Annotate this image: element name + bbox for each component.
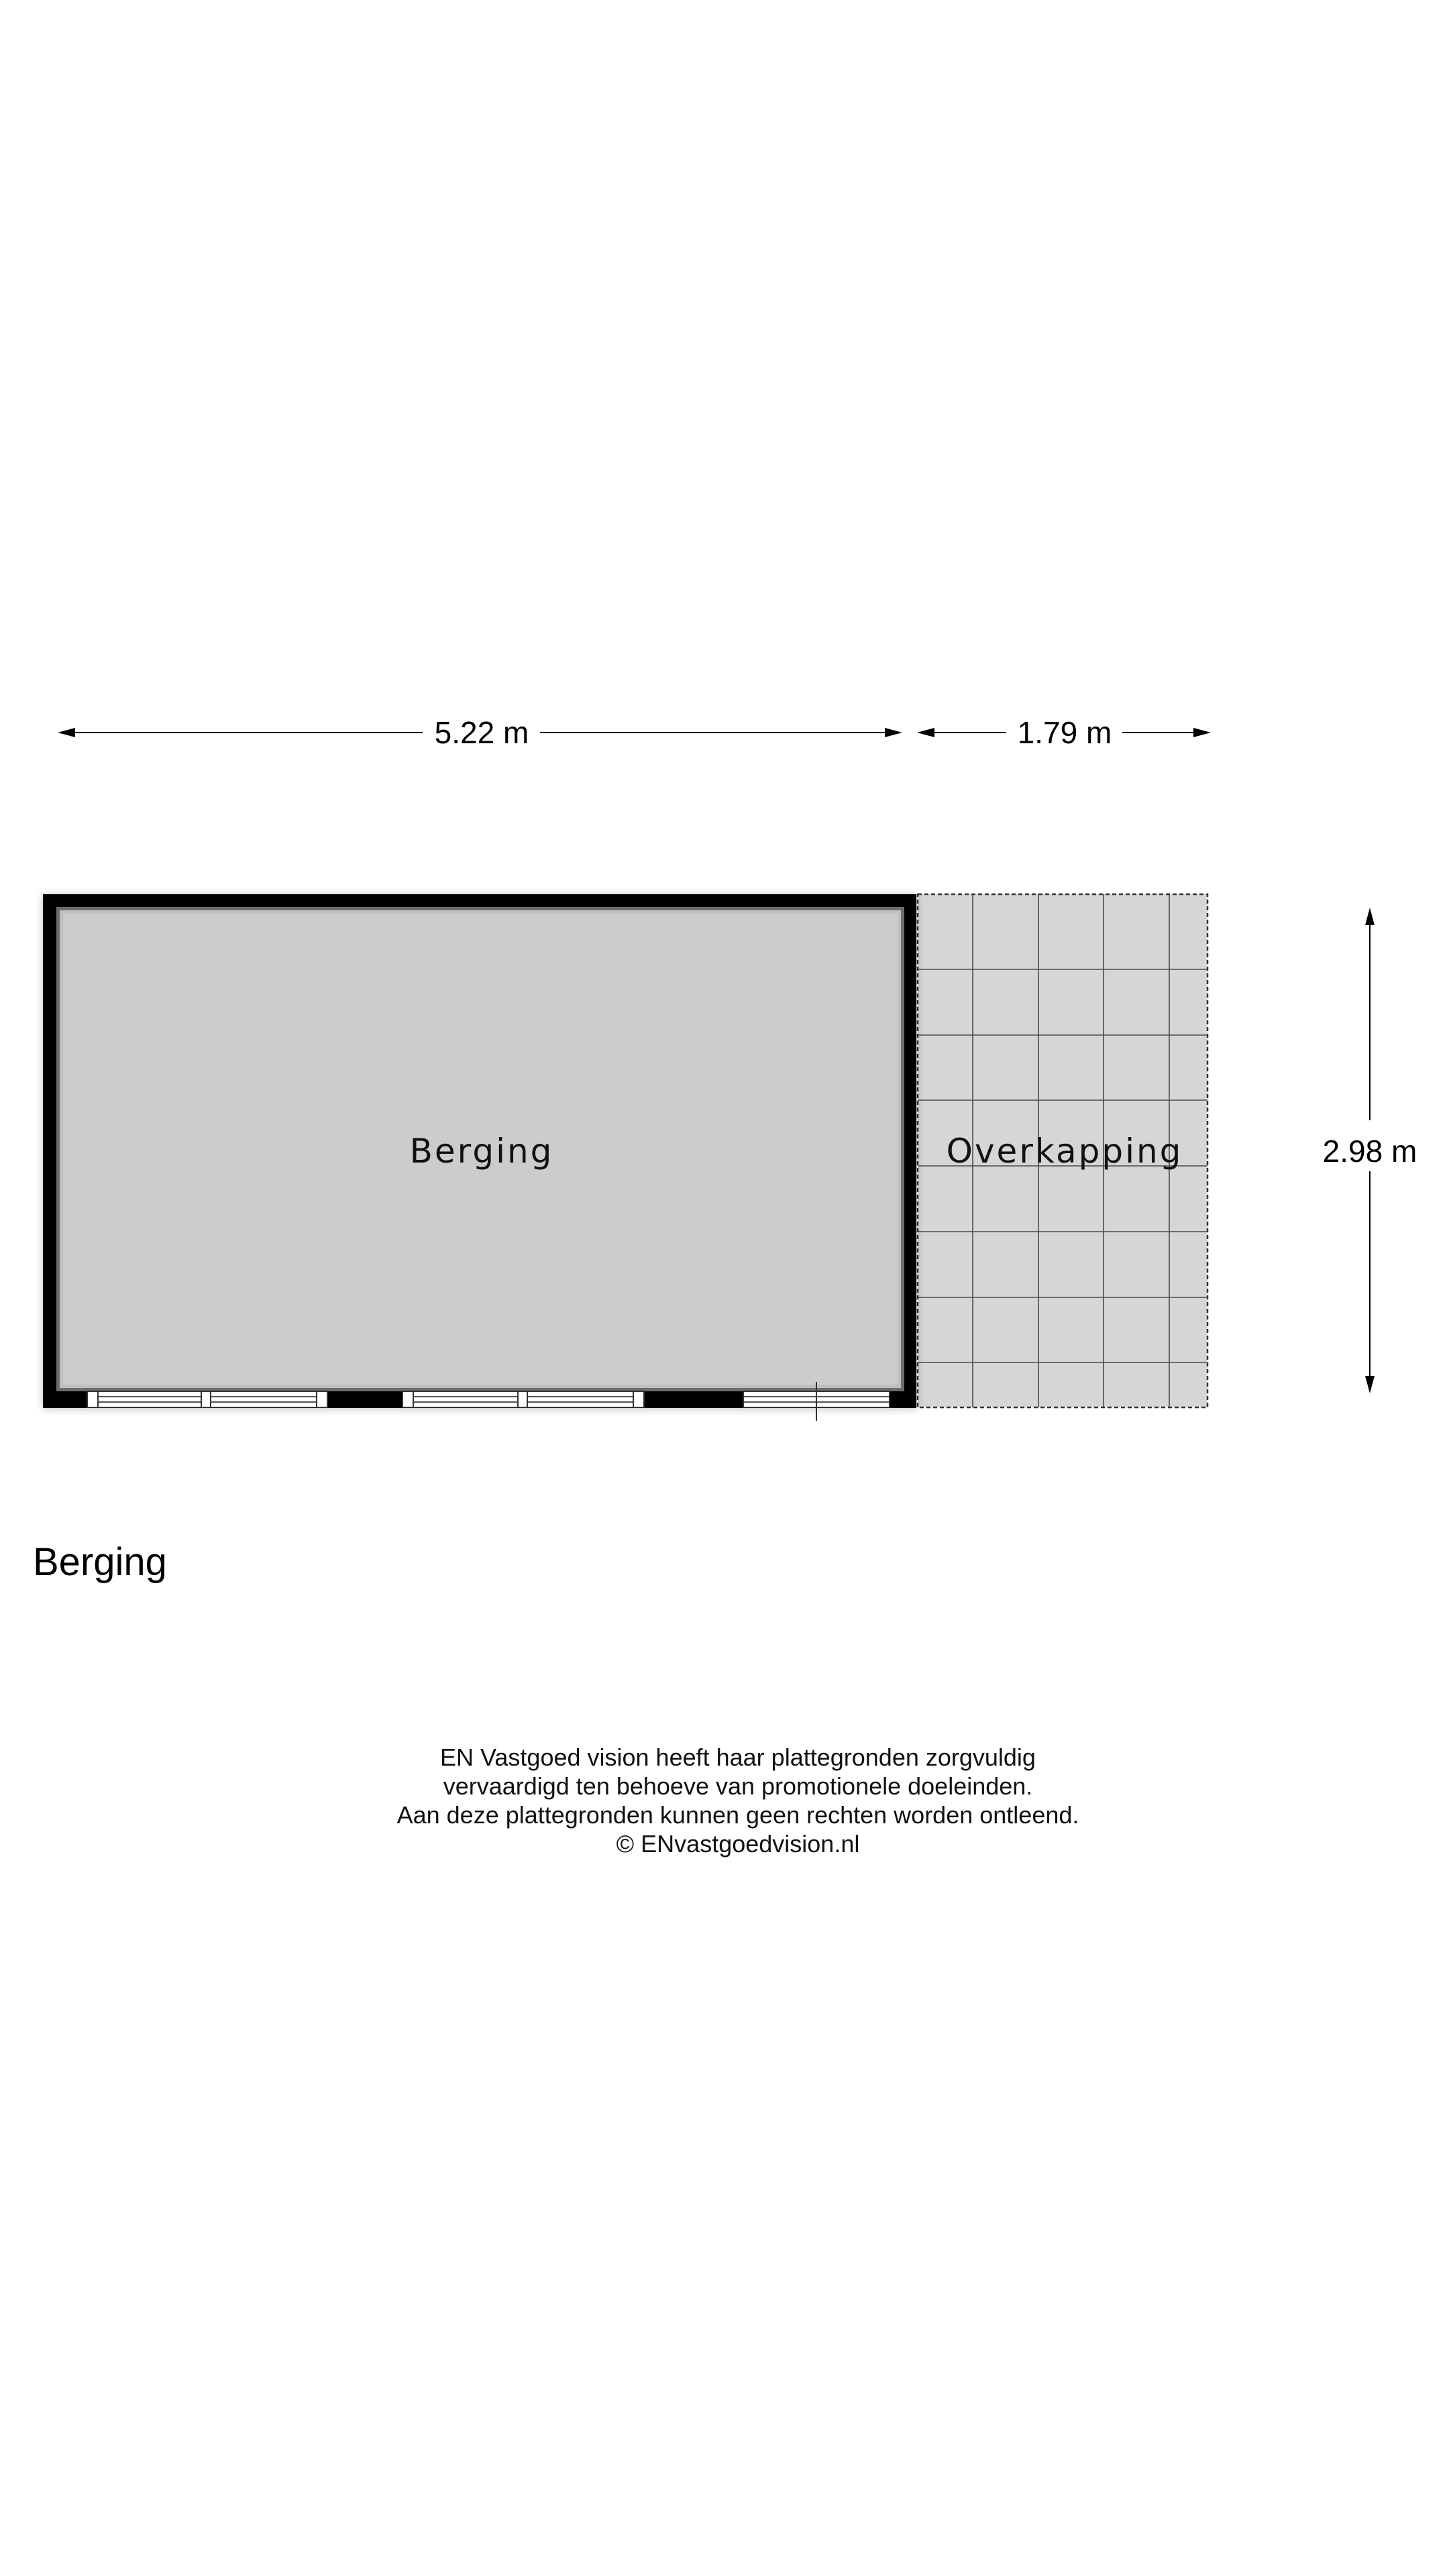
arrow-right-icon	[885, 728, 902, 737]
window-left	[87, 1391, 327, 1407]
dimension-width-overkapping	[917, 712, 1211, 753]
room-berging	[43, 894, 916, 1421]
arrow-up-icon	[1365, 908, 1375, 925]
disclaimer-line: vervaardigd ten behoeve van promotionele doeleinden.	[443, 1772, 1033, 1800]
dimension-depth	[1313, 908, 1427, 1393]
dimension-label-width-berging: 5.22 m	[434, 715, 529, 750]
dimension-label-width-overkapping: 1.79 m	[1017, 715, 1112, 750]
disclaimer	[255, 1743, 1221, 1858]
disclaimer-line: EN Vastgoed vision heeft haar plattegronden zorgvuldig	[440, 1743, 1036, 1771]
arrow-down-icon	[1365, 1376, 1375, 1393]
dimension-label-depth: 2.98 m	[1322, 1134, 1417, 1169]
arrow-left-icon	[58, 728, 75, 737]
floor-title: Berging	[33, 1540, 167, 1584]
dimension-width-berging	[58, 712, 902, 753]
window-middle	[402, 1391, 644, 1407]
room-overkapping	[918, 894, 1208, 1407]
arrow-right-icon	[1193, 728, 1211, 737]
room-label-berging: Berging	[409, 1132, 554, 1171]
copyright-line: © ENvastgoedvision.nl	[616, 1830, 860, 1858]
disclaimer-line: Aan deze plattegronden kunnen geen rechten worden ontleend.	[396, 1801, 1079, 1829]
room-label-overkapping: Overkapping	[946, 1132, 1183, 1171]
arrow-left-icon	[917, 728, 934, 737]
